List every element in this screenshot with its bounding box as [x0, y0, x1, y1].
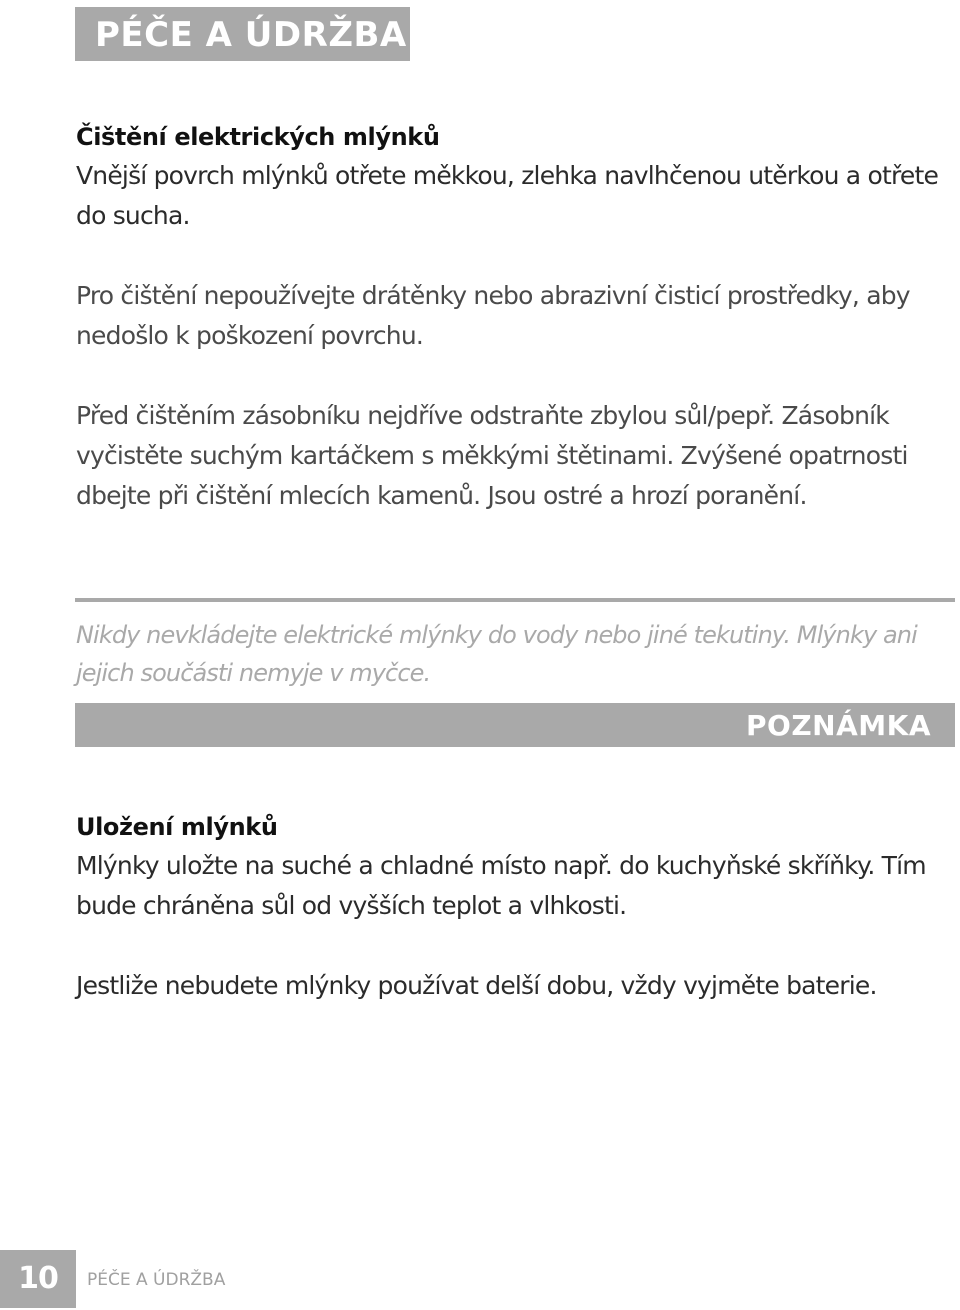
page-number: 10 [0, 1250, 76, 1308]
notice-label: POZNÁMKA [746, 709, 931, 742]
storage-paragraph-1: Mlýnky uložte na suché a chladné místo např. do kuchyňské skříňky. Tím bude chráněna sůl od vyšších teplot a vlhkosti. [76, 851, 926, 920]
section-header: PÉČE A ÚDRŽBA [75, 7, 410, 61]
storage-paragraph-2: Jestliže nebudete mlýnky používat delší dobu, vždy vyjměte baterie. [76, 971, 877, 1000]
storage-title: Uložení mlýnků [76, 813, 278, 841]
cleaning-paragraph-1: Vnější povrch mlýnků otřete měkkou, zlehka navlhčenou utěrkou a otřete do sucha. [76, 161, 939, 230]
notice-text: Nikdy nevkládejte elektrické mlýnky do vody nebo jiné tekutiny. Mlýnky ani jejich součásti nemyje v myčce. [76, 621, 917, 687]
storage-section [76, 808, 948, 1006]
cleaning-paragraph-3: Před čištěním zásobníku nejdříve odstraňte zbylou sůl/pepř. Zásobník vyčistěte suchým kartáčkem s měkkými štětinami. Zvýšené opatrnosti dbejte při čištění mlecích kamenů. Jsou ostré a hrozí poranění. [76, 401, 908, 510]
notice-box [75, 598, 955, 742]
cleaning-section [76, 118, 948, 516]
cleaning-title: Čištění elektrických mlýnků [76, 123, 440, 151]
cleaning-paragraph-2: Pro čištění nepoužívejte drátěnky nebo abrazivní čisticí prostředky, aby nedošlo k poškození povrchu. [76, 281, 910, 350]
notice-divider [75, 598, 955, 602]
notice-bar [75, 703, 955, 747]
footer-section-label: PÉČE A ÚDRŽBA [87, 1270, 226, 1290]
